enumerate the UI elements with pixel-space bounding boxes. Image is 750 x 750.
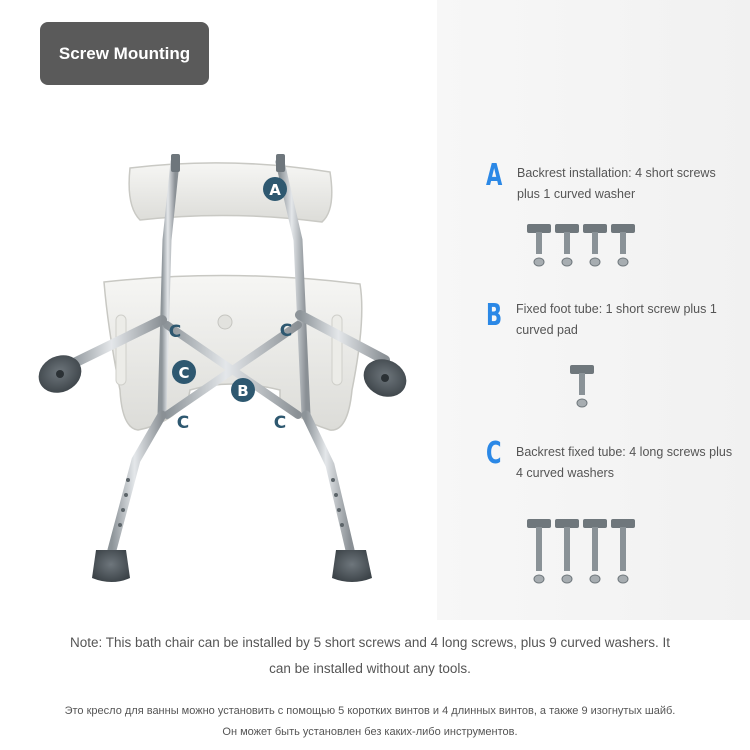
legend-c-text: Backrest fixed tube: 4 long screws plus 4 curved washers	[516, 445, 733, 480]
backrest	[129, 163, 332, 222]
callout-c-label: C	[279, 321, 293, 341]
legend-b-letter: B	[486, 298, 503, 333]
long-screws-c-icon	[525, 517, 640, 589]
seat	[104, 275, 362, 430]
callout-c-label: C	[168, 322, 182, 342]
legend-a-letter: A	[486, 158, 503, 193]
short-screw-b-icon	[568, 363, 598, 413]
legend-a-text: Backrest installation: 4 short screws plus 1 curved washer	[517, 166, 716, 201]
short-screws-a-icon	[525, 222, 640, 272]
page-title: Screw Mounting	[40, 22, 209, 85]
callout-b-label: B	[237, 382, 249, 400]
note-russian: Это кресло для ванны можно установить с помощью 5 коротких винтов и 4 длинных винтов, а также 9 изогнутых шайб. Он может быть установлен без каких-либо инструментов.	[64, 705, 676, 738]
callout-a-label: A	[269, 181, 281, 199]
callout-c-label: C	[273, 413, 287, 433]
shower-chair-diagram	[30, 150, 430, 590]
legend-b-text: Fixed foot tube: 1 short screw plus 1 curved pad	[516, 302, 717, 337]
legend-c-letter: C	[486, 436, 502, 471]
callout-c-label: C	[178, 364, 190, 382]
note-english: Note: This bath chair can be installed by 5 short screws and 4 long screws, plus 9 curved washers. It can be installed without any tools.	[69, 635, 671, 676]
callout-c-label: C	[176, 413, 190, 433]
